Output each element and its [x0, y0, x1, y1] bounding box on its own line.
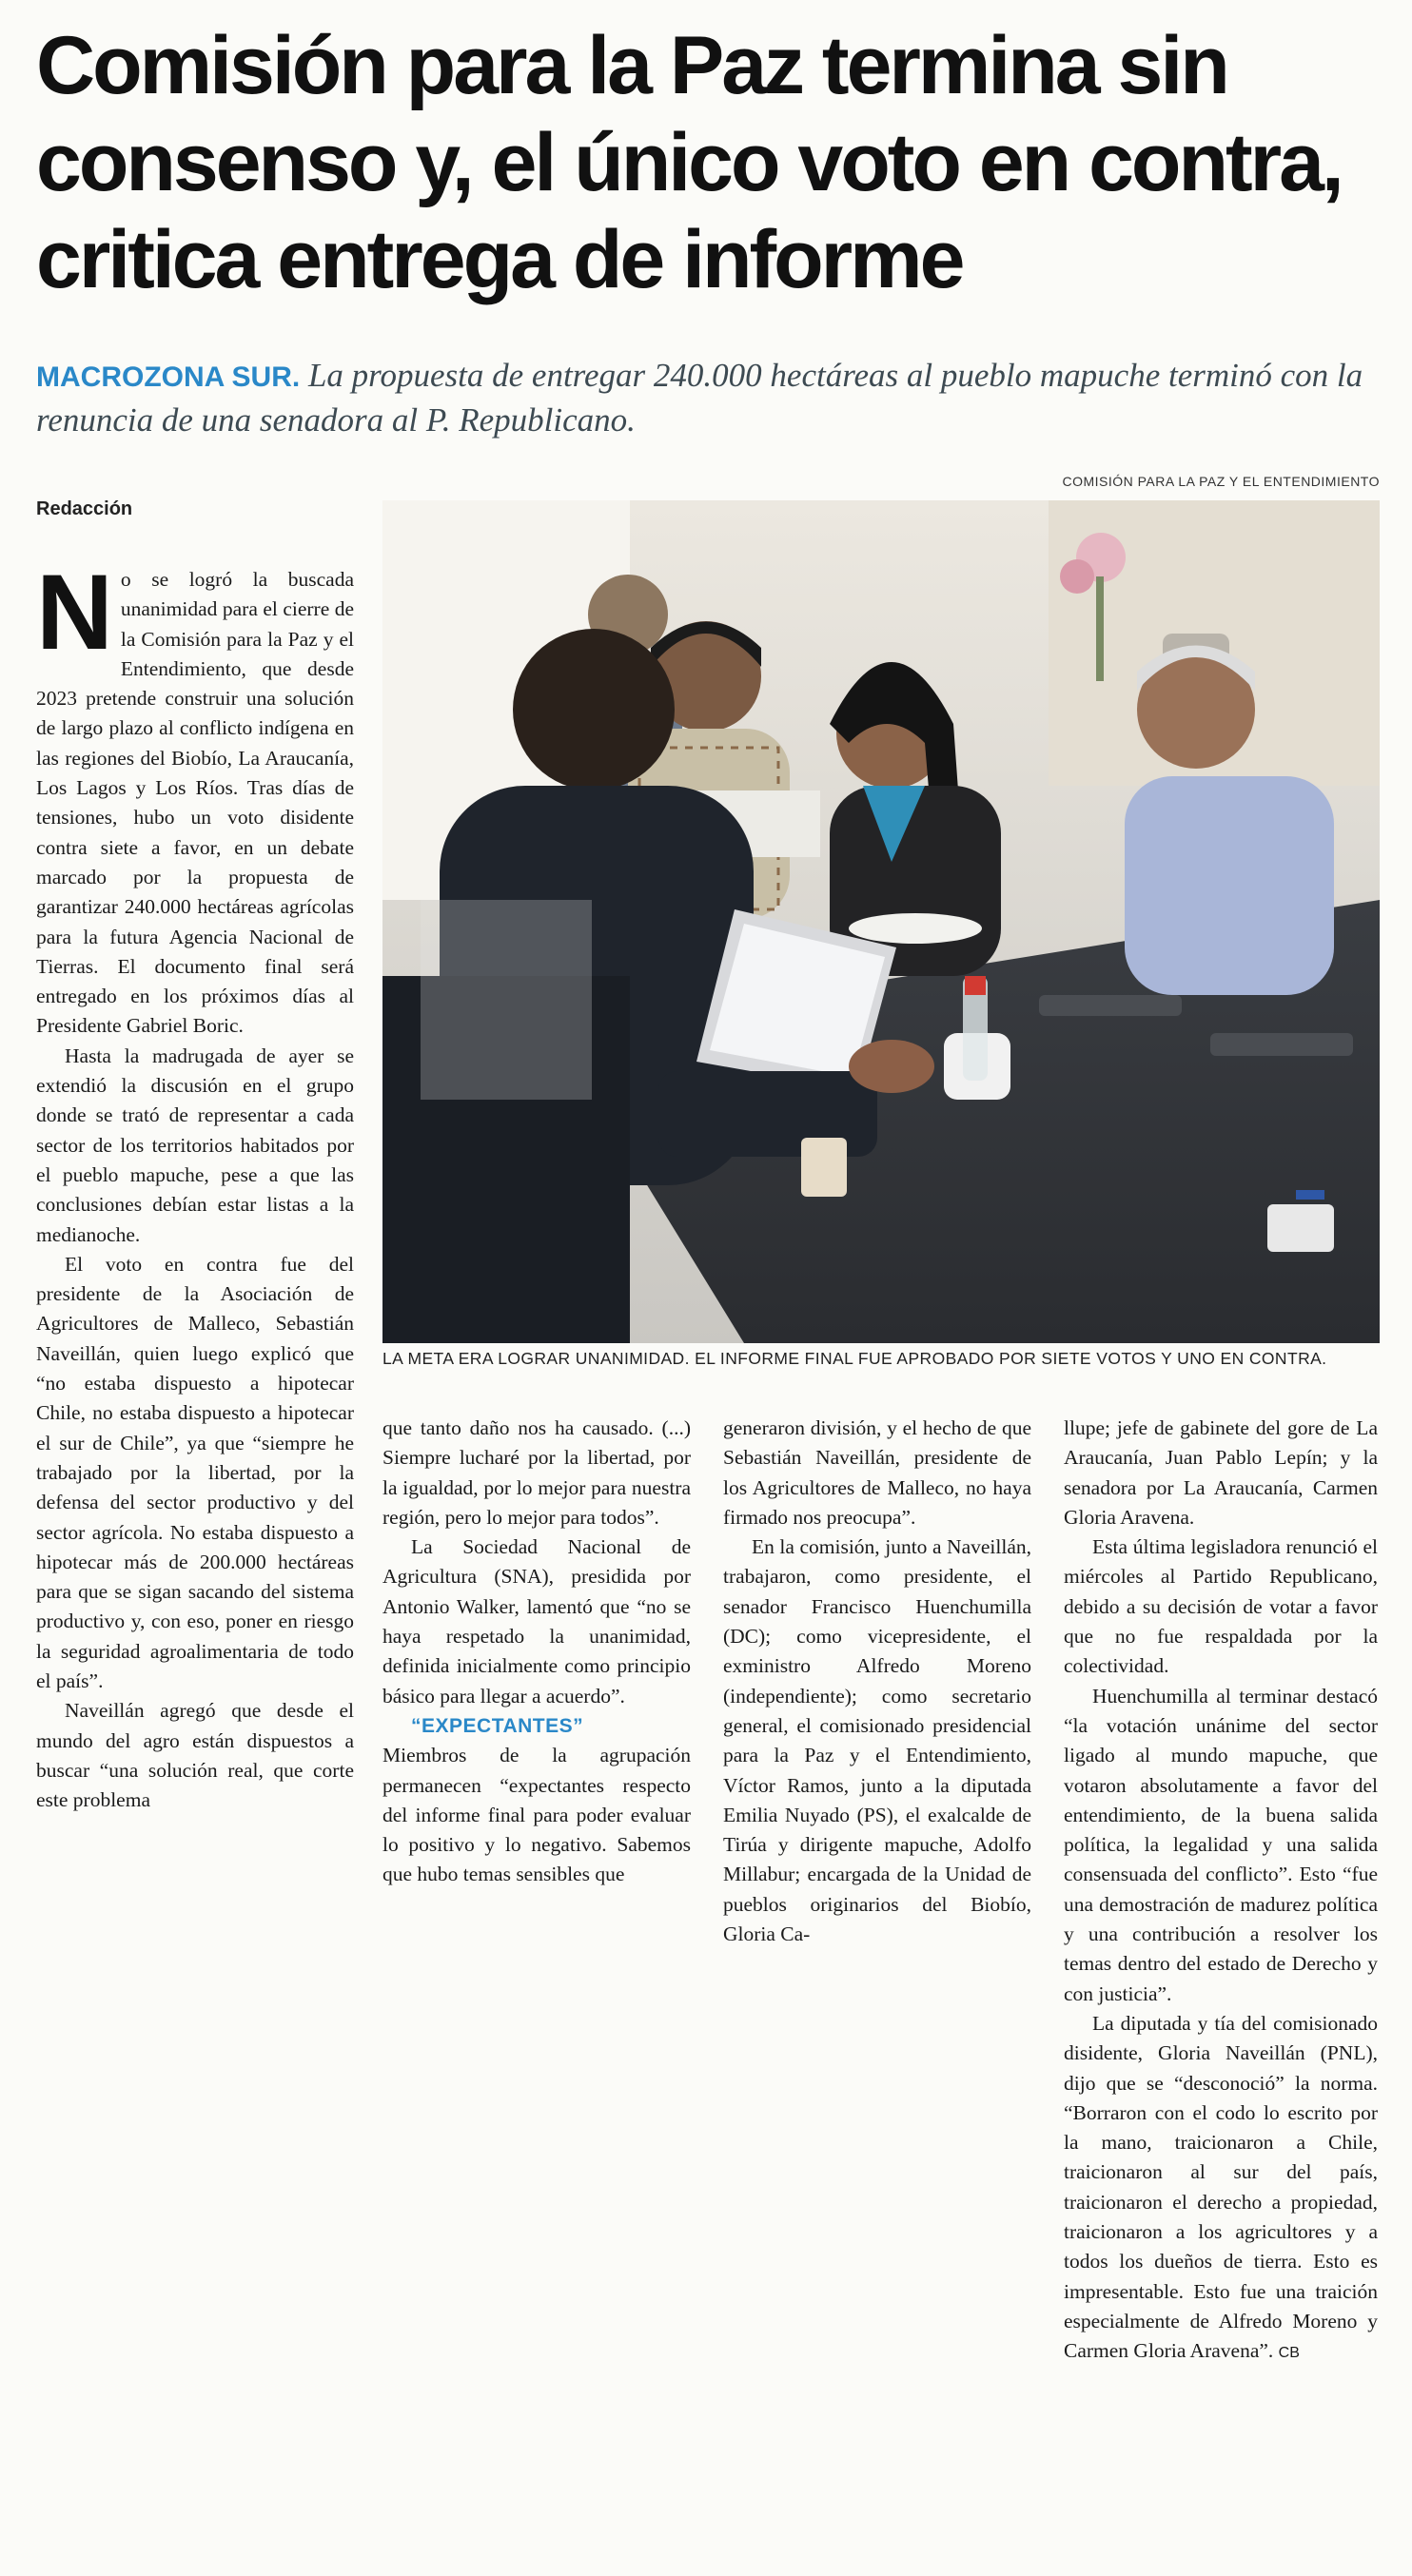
- column-3: [723, 1414, 1031, 1949]
- paragraph: generaron división, y el hecho de que Sebastián Naveillán, presidente de los Agricultores de Malleco, no haya firmado nos preocupa”.: [723, 1416, 1031, 1529]
- paragraph: En la comisión, junto a Naveillán, trabajaron, como presidente, el senador Francisco Huenchumilla (DC); como vicepresidente, el exministro Alfredo Moreno (independiente); como secretario general, el comisionado presidencial para la Paz y el Entendimiento, Víctor Ramos, junto a la diputada Emilia Nuyado (PS), el exalcalde de Tirúa y dirigente mapuche, Adolfo Millabur; encargada de la Unidad de pueblos originarios del Biobío, Gloria Ca-: [723, 1535, 1031, 1946]
- paragraph: [1064, 2009, 1378, 2369]
- paragraph: Miembros de la agrupación permanecen “expectantes respecto del informe final para poder evaluar lo positivo y lo negativo. Sabemos que hubo temas sensibles que: [382, 1744, 691, 1886]
- paragraph: Hasta la madrugada de ayer se extendió la discusión en el grupo donde se trató de representar a cada sector de los territorios habitados por el pueblo mapuche, pese a que las conclusiones debían estar listas a la medianoche.: [36, 1044, 354, 1246]
- paragraph: que tanto daño nos ha causado. (...) Siempre lucharé por la libertad, por la igualdad, por lo mejor para nuestra región, pero lo mejor para todos”.: [382, 1416, 691, 1529]
- byline: Redacción: [36, 498, 133, 519]
- column-1: [36, 553, 354, 1815]
- paragraph-text: La diputada y tía del comisionado disidente, Gloria Naveillán (PNL), dijo que se “desconoció” la norma. “Borraron con el codo lo escrito por la mano, traicionaron a Chile, traicionaron al sur del país, traicionaron el derecho a propiedad, traicionaron a los agricultores y a todos los dueños de tierra. Esto es impresentable. Esto fue una traición especialmente de Alfredo Moreno y Carmen Gloria Aravena”.: [1064, 2011, 1378, 2363]
- paragraph: El voto en contra fue del presidente de la Asociación de Agricultores de Malleco, Sebastián Naveillán, quien luego explicó que “no estaba dispuesto a hipotecar Chile, no estaba dispuesto a hipotecar el sur de Chile”, ya que “siempre he trabajado por la libertad, por la defensa del sector productivo y del sector agrícola. No estaba dispuesto a hipotecar más de 200.000 hectáreas para que se sigan sacando del sistema productivo y, con eso, poner en riesgo la seguridad agroalimentaria de todo el país”.: [36, 1252, 354, 1692]
- standfirst: [36, 354, 1387, 441]
- column-4: [1064, 1414, 1378, 2369]
- end-mark: CB: [1278, 2345, 1300, 2362]
- section-kicker: MACROZONA SUR.: [36, 361, 301, 393]
- paragraph: Huenchumilla al terminar destacó “la votación unánime del sector ligado al mundo mapuche, que votaron absolutamente a favor del entendimiento, de la buena salida política, la legalidad y una salida consensuada del conflicto”. Esto “fue una demostración de madurez política y una contribución a resolver los temas dentro del estado de Derecho y con justicia”.: [1064, 1684, 1378, 2005]
- drop-cap: N: [36, 553, 113, 672]
- headline: Comisión para la Paz termina sin consenso y, el único voto en contra, critica entrega de informe: [36, 20, 1342, 305]
- paragraph: llupe; jefe de gabinete del gore de La Araucanía, Juan Pablo Lepín; y la senadora por La Araucanía, Carmen Gloria Aravena.: [1064, 1416, 1378, 1529]
- paragraph: o se logró la buscada unanimidad para el cierre de la Comisión para la Paz y el Entendimiento, que desde 2023 pretende construir una solución de largo plazo al conflicto indígena en las regiones del Biobío, La Araucanía, Los Lagos y Los Ríos. Tras días de tensiones, hubo un voto disidente contra siete a favor, en un debate marcado por la propuesta de garantizar 240.000 hectáreas agrícolas para la futura Agencia Nacional de Tierras. El documento final será entregado en los próximos días al Presidente Gabriel Boric.: [36, 568, 354, 1038]
- photo-caption: LA META ERA LOGRAR UNANIMIDAD. EL INFORME FINAL FUE APROBADO POR SIETE VOTOS Y UNO EN CONTRA.: [382, 1349, 1327, 1368]
- standfirst-text: La propuesta de entregar 240.000 hectáreas al pueblo mapuche terminó con la renuncia de una senadora al P. Republicano.: [36, 357, 1363, 439]
- column-2: [382, 1414, 691, 1890]
- paragraph: Naveillán agregó que desde el mundo del agro están dispuestos a buscar “una solución real, que corte este problema: [36, 1699, 354, 1812]
- meeting-photo: [382, 500, 1380, 1343]
- photo-credit: COMISIÓN PARA LA PAZ Y EL ENTENDIMIENTO: [1062, 474, 1380, 489]
- section-subhead: “EXPECTANTES”: [411, 1714, 584, 1737]
- meeting-photo-illustration: [382, 500, 1380, 1343]
- paragraph: La Sociedad Nacional de Agricultura (SNA), presidida por Antonio Walker, lamentó que “no se haya respetado la unanimidad, definida inicialmente como principio básico para llegar a acuerdo”.: [382, 1535, 691, 1708]
- paragraph: Esta última legisladora renunció el miércoles al Partido Republicano, debido a su decisión de votar a favor que no fue respaldada por la colectividad.: [1064, 1535, 1378, 1678]
